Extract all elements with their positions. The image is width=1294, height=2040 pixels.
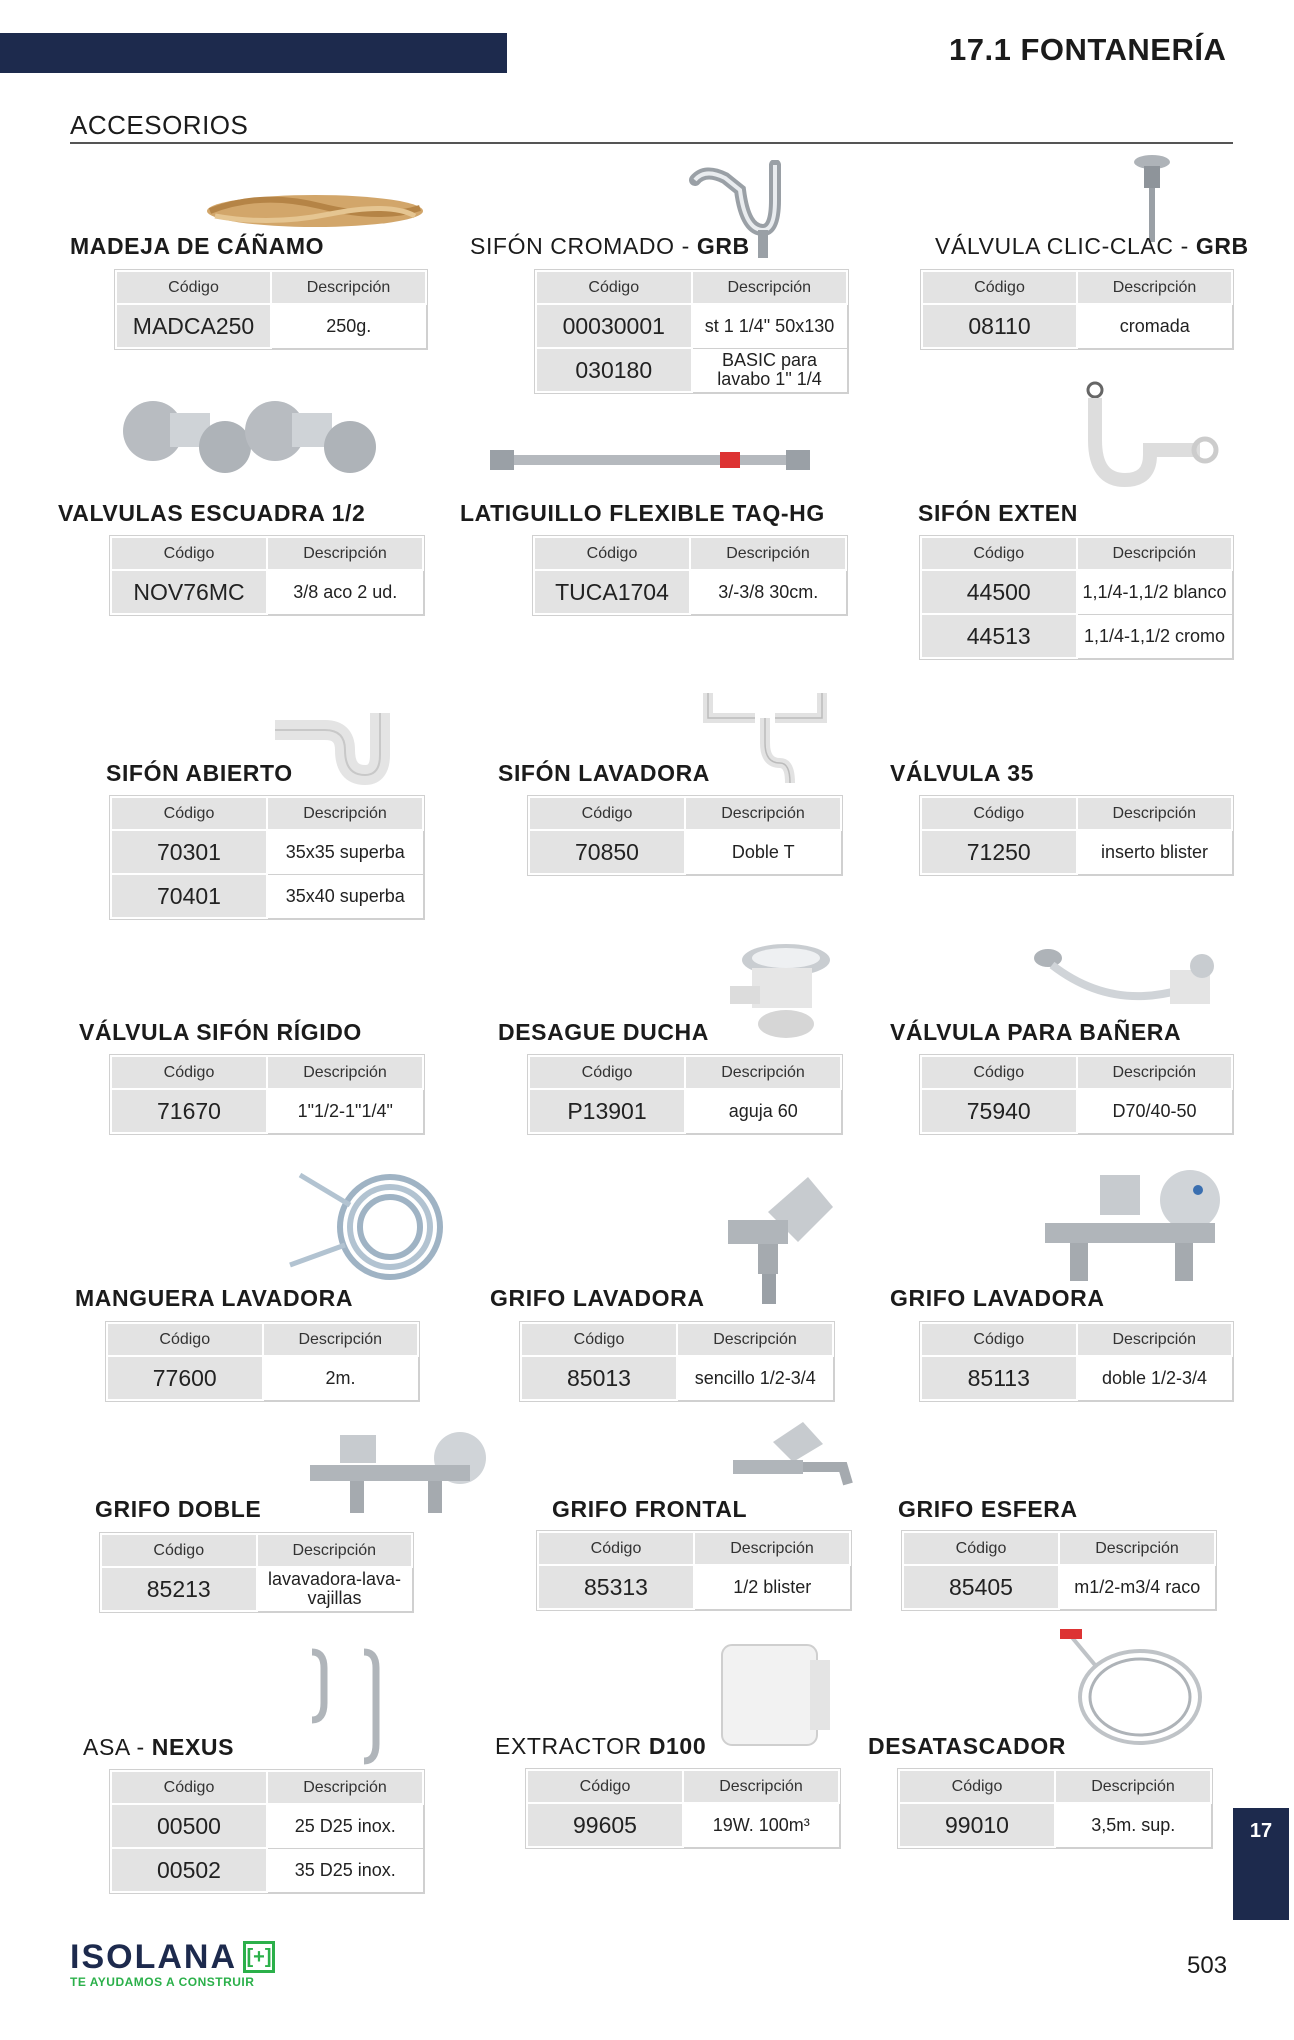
description-header: Descripción [263,1323,419,1356]
table-row [536,348,847,392]
product-title: GRIFO LAVADORA [490,1285,705,1311]
table-row [527,1803,839,1847]
description-header: Descripción [1077,1056,1233,1089]
product-description: cromada [1077,304,1232,348]
product-table [533,536,847,615]
table-row [111,1804,423,1848]
product-title: DESATASCADOR [868,1733,1067,1759]
product-description: m1/2-m3/4 raco [1059,1565,1215,1609]
table-row [101,1567,412,1611]
product-description: 250g. [271,304,426,348]
product-description: st 1 1/4" 50x130 [692,304,848,348]
page-number: 503 [1187,1952,1228,1979]
product-title: VÁLVULA SIFÓN RÍGIDO [79,1019,362,1045]
code-header: Código [111,797,267,830]
hemp-skein-image [200,186,426,236]
product-table [920,1055,1233,1134]
double-washer-tap-image [1040,1165,1225,1290]
table-row [111,1089,423,1133]
plus-badge-icon: [+] [243,1941,275,1973]
table-row [116,304,426,348]
product-title: SIFÓN ABIERTO [106,760,293,786]
product-code: 00500 [111,1804,267,1848]
code-header: Código [899,1770,1055,1803]
product-description: lavavadora-lava-vajillas [257,1567,413,1611]
product-table [920,1322,1233,1401]
table-row [903,1565,1215,1609]
description-header: Descripción [271,271,426,304]
code-header: Código [921,1056,1077,1089]
code-header: Código [534,537,690,570]
product-description: aguja 60 [685,1089,841,1133]
front-tap-image [733,1422,853,1497]
product-description: 1,1/4-1,1/2 cromo [1077,614,1233,658]
table-row [921,830,1232,874]
product-description: 3,5m. sup. [1055,1803,1211,1847]
product-table [520,1322,834,1401]
shower-drain-image [728,938,833,1043]
product-title: SIFÓN LAVADORA [498,760,710,786]
description-header: Descripción [694,1532,850,1565]
code-header: Código [922,271,1077,304]
table-row [922,304,1232,348]
product-table [106,1322,419,1401]
product-title: MADEJA DE CÁÑAMO [70,233,325,259]
logo-tagline: TE AYUDAMOS A CONSTRUIR [70,1975,255,1989]
product-table [110,796,424,919]
code-header: Código [101,1534,257,1567]
product-code: 00502 [111,1848,267,1892]
product-title: GRIFO DOBLE [95,1496,262,1522]
product-title: VALVULAS ESCUADRA 1/2 [58,500,366,526]
product-code: 85405 [903,1565,1059,1609]
flexible-hose-image [490,445,810,475]
table-row [536,304,847,348]
code-header: Código [903,1532,1059,1565]
product-title: GRIFO LAVADORA [890,1285,1105,1311]
product-table [902,1531,1216,1610]
code-header: Código [111,537,267,570]
header-bar [0,33,507,73]
extendable-trap-image [1080,380,1220,498]
description-header: Descripción [685,797,841,830]
code-header: Código [538,1532,694,1565]
product-code: 77600 [107,1356,263,1400]
product-table [535,270,848,393]
table-row [538,1565,850,1609]
description-header: Descripción [692,271,848,304]
product-description: inserto blister [1077,830,1233,874]
product-title: VÁLVULA CLIC-CLAC - GRB [935,233,1249,259]
product-code: 44513 [921,614,1077,658]
product-description: 1/2 blister [694,1565,850,1609]
table-row [529,830,841,874]
product-description: BASIC para lavabo 1" 1/4 [692,348,848,392]
description-header: Descripción [267,537,423,570]
description-header: Descripción [685,1056,841,1089]
table-row [521,1356,833,1400]
product-title: GRIFO FRONTAL [552,1496,748,1522]
product-description: 35 D25 inox. [267,1848,423,1892]
product-title: EXTRACTOR D100 [495,1733,707,1759]
description-header: Descripción [267,1771,423,1804]
washer-trap-image [700,688,830,788]
code-header: Código [527,1770,683,1803]
chapter-tab: 17 [1233,1808,1289,1920]
product-description: 35x40 superba [267,874,423,918]
table-row [111,830,423,874]
product-table [921,270,1233,349]
product-table [526,1769,840,1848]
description-header: Descripción [1077,797,1233,830]
table-row [529,1089,841,1133]
table-row [111,1848,423,1892]
table-row [921,1089,1232,1133]
product-description: 2m. [263,1356,419,1400]
description-header: Descripción [267,797,423,830]
description-header: Descripción [1055,1770,1211,1803]
product-title: LATIGUILLO FLEXIBLE TAQ-HG [460,500,825,526]
description-header: Descripción [1059,1532,1215,1565]
product-description: Doble T [685,830,841,874]
product-code: 030180 [536,348,692,392]
description-header: Descripción [677,1323,833,1356]
product-description: 3/-3/8 30cm. [690,570,846,614]
product-description: D70/40-50 [1077,1089,1233,1133]
code-header: Código [111,1056,267,1089]
logo-wordmark: ISOLANA [70,1938,237,1976]
product-code: 70301 [111,830,267,874]
table-row [111,570,423,614]
description-header: Descripción [683,1770,839,1803]
product-table [920,796,1233,875]
product-description: 19W. 100m³ [683,1803,839,1847]
code-header: Código [921,1323,1077,1356]
product-title: VÁLVULA PARA BAÑERA [890,1019,1182,1045]
product-code: TUCA1704 [534,570,690,614]
description-header: Descripción [267,1056,423,1089]
description-header: Descripción [690,537,846,570]
product-code: 70401 [111,874,267,918]
code-header: Código [921,797,1077,830]
description-header: Descripción [257,1534,413,1567]
product-code: NOV76MC [111,570,267,614]
code-header: Código [107,1323,263,1356]
section-title: 17.1 FONTANERÍA [949,32,1227,67]
table-row [107,1356,418,1400]
product-title: SIFÓN EXTEN [918,500,1078,526]
description-header: Descripción [1077,537,1233,570]
table-row [921,614,1232,658]
extractor-fan-image [712,1640,836,1755]
code-header: Código [116,271,271,304]
product-description: sencillo 1/2-3/4 [677,1356,833,1400]
product-table [537,1531,851,1610]
double-tap-image [310,1430,493,1520]
bath-valve-image [1030,940,1220,1016]
product-title: DESAGUE DUCHA [498,1019,709,1045]
table-row [921,1356,1232,1400]
product-description: 1,1/4-1,1/2 blanco [1077,570,1233,614]
product-table [110,1055,424,1134]
code-header: Código [529,797,685,830]
product-code: 85313 [538,1565,694,1609]
product-code: 99605 [527,1803,683,1847]
product-title: GRIFO ESFERA [898,1496,1078,1522]
code-header: Código [521,1323,677,1356]
product-code: 99010 [899,1803,1055,1847]
product-table [920,536,1233,659]
product-code: 85213 [101,1567,257,1611]
product-code: 71670 [111,1089,267,1133]
product-code: MADCA250 [116,304,271,348]
product-description: doble 1/2-3/4 [1077,1356,1233,1400]
washer-hose-image [280,1165,460,1285]
product-table [100,1533,413,1612]
subheading-divider [70,142,1233,144]
product-title: VÁLVULA 35 [890,760,1035,786]
product-table [110,536,424,615]
product-title: MANGUERA LAVADORA [75,1285,354,1311]
table-row [111,874,423,918]
product-code: 85113 [921,1356,1077,1400]
grab-bar-image [298,1648,388,1766]
product-code: 00030001 [536,304,692,348]
product-description: 25 D25 inox. [267,1804,423,1848]
product-code: 85013 [521,1356,677,1400]
product-description: 35x35 superba [267,830,423,874]
product-code: 44500 [921,570,1077,614]
washer-tap-image [718,1172,836,1307]
product-table [110,1770,424,1893]
click-clack-valve-image [1130,152,1174,244]
product-title: SIFÓN CROMADO - GRB [470,233,750,259]
code-header: Código [536,271,692,304]
product-code: 70850 [529,830,685,874]
product-code: 75940 [921,1089,1077,1133]
code-header: Código [921,537,1077,570]
description-header: Descripción [1077,1323,1233,1356]
subheading: ACCESORIOS [70,110,249,140]
table-row [921,570,1232,614]
product-code: 71250 [921,830,1077,874]
product-table [528,796,842,875]
description-header: Descripción [1077,271,1232,304]
product-description: 1"1/2-1"1/4" [267,1089,423,1133]
product-table [528,1055,842,1134]
table-row [534,570,846,614]
table-row [899,1803,1211,1847]
product-description: 3/8 aco 2 ud. [267,570,423,614]
product-code: P13901 [529,1089,685,1133]
code-header: Código [529,1056,685,1089]
code-header: Código [111,1771,267,1804]
angle-valves-image [115,383,395,479]
product-title: ASA - NEXUS [83,1734,235,1760]
product-table [115,270,427,349]
product-code: 08110 [922,304,1077,348]
brand-logo [70,1938,275,1989]
product-table [898,1769,1212,1848]
